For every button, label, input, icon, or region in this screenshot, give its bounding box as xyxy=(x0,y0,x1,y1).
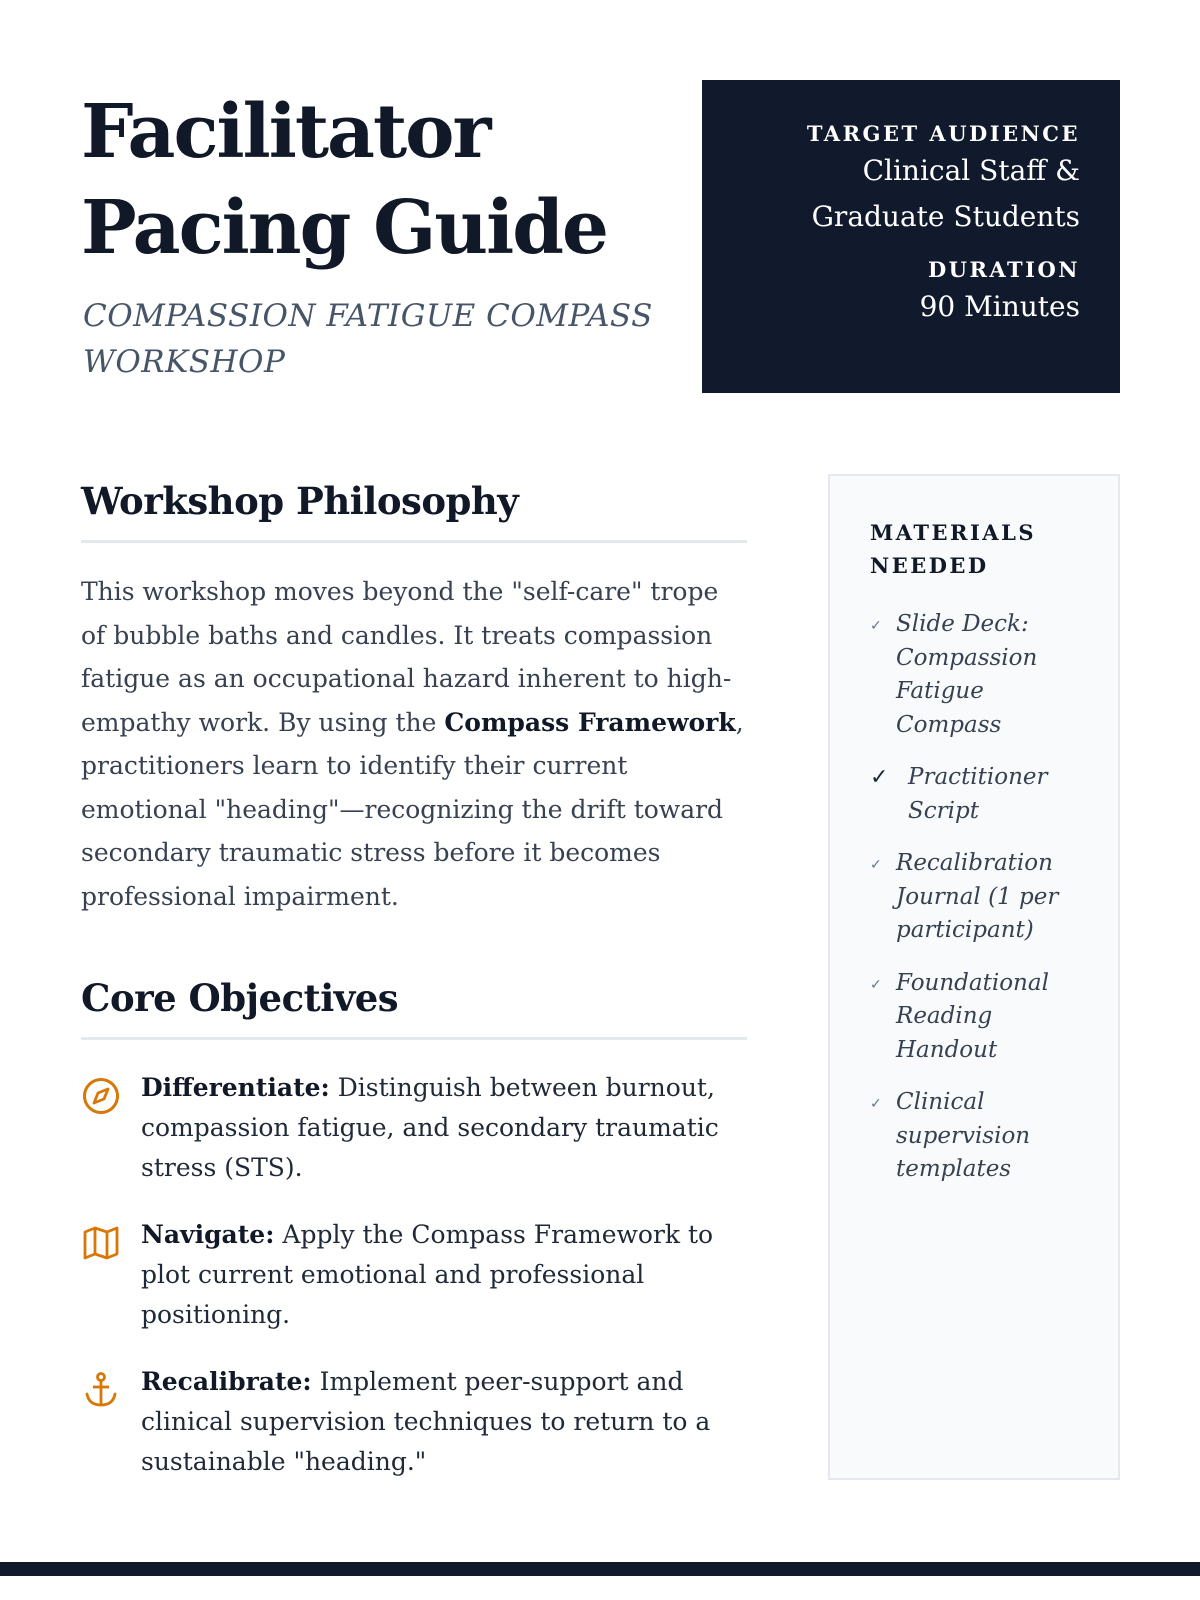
duration-value: 90 Minutes xyxy=(919,290,1080,323)
subtitle-line-1: COMPASSION FATIGUE COMPASS xyxy=(83,298,653,334)
objective-description: Apply the Compass Framework to plot current emotional and professional positioning. xyxy=(141,1220,714,1329)
audience-label: TARGET AUDIENCE xyxy=(806,121,1080,146)
material-item-practitioner-script xyxy=(870,761,1088,828)
materials-title-line-1: MATERIALS xyxy=(870,520,1037,545)
page-title xyxy=(81,84,681,276)
compass-icon xyxy=(81,1076,121,1116)
material-item-recalibration-journal xyxy=(870,847,1088,948)
duration-label: DURATION xyxy=(927,257,1080,282)
philosophy-heading: Workshop Philosophy xyxy=(81,476,747,543)
materials-title xyxy=(870,516,1088,582)
philosophy-text-1: This workshop moves beyond the "self-care" trope of bubble baths and candles. It treats compassion fatigue as an occupational hazard inherent to high-empathy work. By using the xyxy=(81,577,732,737)
page-subtitle xyxy=(83,293,683,385)
material-line: templates xyxy=(896,1156,1012,1182)
material-line: Practitioner xyxy=(908,764,1048,790)
check-icon: ✓ xyxy=(870,857,882,873)
objective-description: Distinguish between burnout, compassion fatigue, and secondary traumatic stress (STS). xyxy=(141,1073,719,1182)
objective-description: Implement peer-support and clinical supervision techniques to return to a sustainable "heading." xyxy=(141,1367,711,1476)
anchor-icon xyxy=(81,1370,121,1410)
material-line: Compassion xyxy=(896,644,1038,671)
subtitle-line-2: WORKSHOP xyxy=(83,344,286,380)
objective-text xyxy=(141,1068,741,1188)
material-item-reading-handout xyxy=(870,967,1088,1068)
check-icon: ✓ xyxy=(870,618,882,634)
check-icon: ✓ xyxy=(870,1096,882,1112)
objectives-heading: Core Objectives xyxy=(81,973,747,1040)
materials-title-line-2: NEEDED xyxy=(870,553,989,578)
objective-text xyxy=(141,1362,741,1482)
map-icon xyxy=(81,1223,121,1263)
title-line-2: Pacing Guide xyxy=(81,185,608,271)
material-line: Reading xyxy=(896,1003,993,1029)
objective-item-navigate xyxy=(81,1215,747,1345)
material-line: Recalibration xyxy=(896,850,1053,876)
objective-term: Navigate: xyxy=(141,1220,275,1249)
info-box xyxy=(702,80,1120,393)
philosophy-text-2: , practitioners learn to identify their current emotional "heading"—recognizing the drift toward secondary traumatic stress before it becomes professional impairment. xyxy=(81,707,744,911)
material-line: Script xyxy=(908,797,979,824)
title-line-1: Facilitator xyxy=(81,89,490,175)
material-line: Handout xyxy=(896,1036,998,1063)
philosophy-paragraph xyxy=(81,570,747,918)
audience-value-line-1: Clinical Staff & xyxy=(862,154,1080,187)
objective-text xyxy=(141,1215,741,1335)
objective-item-differentiate xyxy=(81,1068,747,1198)
footer-bar xyxy=(0,1562,1200,1576)
material-line: Clinical xyxy=(896,1089,985,1115)
audience-value-line-2: Graduate Students xyxy=(811,200,1080,233)
material-line: participant) xyxy=(896,917,1034,943)
material-line: supervision xyxy=(896,1122,1031,1149)
objective-term: Recalibrate: xyxy=(141,1367,312,1396)
material-line: Compass xyxy=(896,711,1002,738)
material-line: Foundational xyxy=(896,969,1049,996)
compass-framework-term: Compass Framework xyxy=(444,707,736,737)
material-line: Fatigue xyxy=(896,678,984,704)
check-icon: ✓ xyxy=(870,976,882,993)
material-item-supervision-templates xyxy=(870,1086,1088,1187)
objective-item-recalibrate xyxy=(81,1362,747,1492)
objective-term: Differentiate: xyxy=(141,1073,330,1102)
material-line: Journal (1 per xyxy=(896,883,1059,910)
material-item-slide-deck xyxy=(870,608,1088,742)
materials-sidebar xyxy=(828,474,1120,1480)
check-icon: ✓ xyxy=(870,765,889,790)
material-line: Slide Deck: xyxy=(896,611,1029,637)
